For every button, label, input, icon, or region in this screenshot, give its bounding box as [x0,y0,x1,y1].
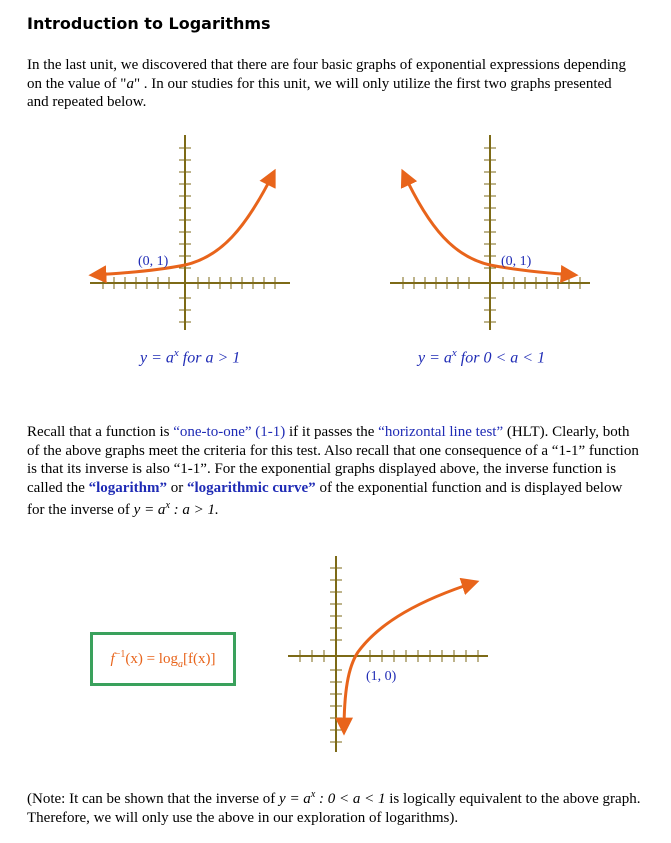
graph-logarithm [280,552,500,762]
page-title: Introduction to Logarithms [27,14,271,33]
inline-math-exp-note: $y = a^x$ [279,789,316,807]
term-hlt: “horizontal line test” [378,424,504,440]
term-log-curve: “logarithmic curve” [186,479,316,496]
point-label: (1, 0) [366,669,397,684]
point-label: (0, 1) [138,254,169,269]
graph1-caption: $y = a^x$ for a > 1 [140,347,241,367]
recall-paragraph: Recall that a function is “one-to-one” (1-1) if it passes the “horizontal line test” (HLT). Clearly, both of the above graphs meet the criteria for this test. Also recall that one consequence of a “1-1” function is that its inverse is also “1-1”. For the exponential graphs displayed above, the inverse function is called the “logarithm” or “logarithmic curve” of the exponential function and is displayed below for the inverse of $y = a^x$ : a > 1. [27,424,639,518]
point-label: (0, 1) [501,254,532,269]
intro-paragraph [27,56,627,112]
term-logarithm: “logarithm” [88,479,167,496]
note-paragraph: (Note: It can be shown that the inverse of $y = a^x$ : 0 < a < 1 is logically equivalent to the above graph. Therefore, we will only use the above in our exploration of logarithms). [27,789,641,826]
growth-curve [92,172,274,275]
graph2-caption: $y = a^x$ for 0 < a < 1 [418,347,546,367]
graph-exponential-growth [80,130,300,340]
formula-box: $f^{-1}(x) = \log_a[f(x)]$ [90,632,236,686]
intro-text-2: " . In our studies for this unit, we will only utilize the first two graphs presented and repeated below. [27,75,612,110]
intro-text-1: In the last unit, we discovered that there are four basic graphs of exponential expressions depending on the value of " [27,57,626,92]
inline-math-exp: $y = a^x$ [133,500,170,518]
intro-variable-a: a [126,75,134,92]
graph-exponential-decay [385,130,605,340]
term-one-to-one: “one-to-one” (1-1) [173,424,286,440]
